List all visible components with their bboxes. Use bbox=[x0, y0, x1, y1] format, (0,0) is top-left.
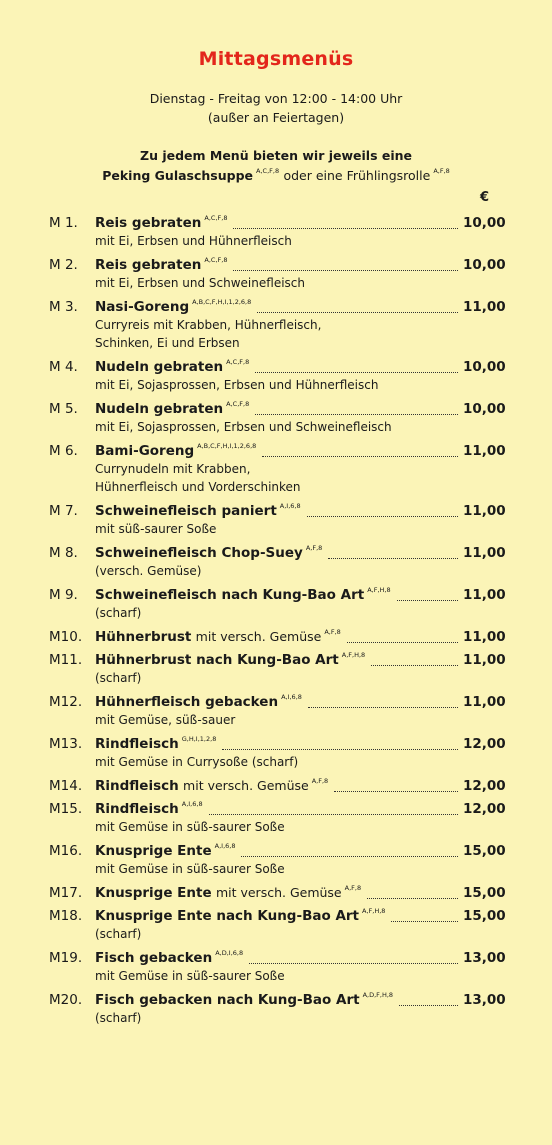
soup-allergens: A,C,F,8 bbox=[256, 167, 280, 175]
menu-item bbox=[0, 733, 552, 771]
menu-item bbox=[0, 254, 552, 292]
menu-item-number: M10. bbox=[49, 629, 83, 645]
menu-item-number: M 1. bbox=[49, 215, 78, 231]
menu-item-price: 12,00 bbox=[463, 736, 506, 752]
description-line: (scharf) bbox=[95, 1011, 142, 1025]
menu-item-row bbox=[0, 947, 552, 969]
menu-item-row bbox=[0, 254, 552, 276]
dotted-leader bbox=[397, 600, 458, 601]
menu-item bbox=[0, 947, 552, 985]
menu-item-description bbox=[0, 460, 552, 496]
dotted-leader bbox=[241, 856, 458, 857]
menu-item-price: 11,00 bbox=[463, 443, 506, 459]
menu-item bbox=[0, 542, 552, 580]
description-line: mit Gemüse in süß-saurer Soße bbox=[95, 820, 285, 834]
menu-item-name: Nudeln gebraten bbox=[95, 401, 224, 417]
menu-item-allergens: A,I,6,8 bbox=[181, 800, 203, 808]
dotted-leader bbox=[255, 414, 458, 415]
description-line: (scharf) bbox=[95, 671, 142, 685]
menu-list bbox=[0, 212, 552, 1031]
menu-item bbox=[0, 798, 552, 836]
menu-item-description bbox=[0, 418, 552, 436]
menu-item-description bbox=[0, 604, 552, 622]
menu-item-allergens: A,F,8 bbox=[344, 884, 362, 892]
menu-item-name: Knusprige Ente bbox=[95, 843, 212, 859]
dotted-leader bbox=[347, 642, 458, 643]
menu-item-allergens: A,B,C,F,H,I,1,2,6,8 bbox=[197, 442, 257, 450]
menu-item-title bbox=[95, 299, 255, 315]
menu-item-title bbox=[95, 545, 326, 561]
menu-item-price: 13,00 bbox=[463, 950, 506, 966]
intro-line-1: Zu jedem Menü bieten wir jeweils eine bbox=[140, 148, 412, 163]
menu-item-number: M 7. bbox=[49, 503, 78, 519]
menu-item-title bbox=[95, 401, 253, 417]
description-line: mit Gemüse in süß-saurer Soße bbox=[95, 969, 285, 983]
menu-item bbox=[0, 296, 552, 352]
menu-item-price: 15,00 bbox=[463, 908, 506, 924]
menu-item-description bbox=[0, 316, 552, 352]
menu-item-row bbox=[0, 542, 552, 564]
menu-item-description bbox=[0, 925, 552, 943]
dotted-leader bbox=[367, 898, 458, 899]
dotted-leader bbox=[249, 963, 458, 964]
menu-item-description bbox=[0, 1009, 552, 1027]
menu-item-row bbox=[0, 882, 552, 904]
menu-item-number: M 6. bbox=[49, 443, 78, 459]
dotted-leader bbox=[307, 516, 458, 517]
menu-item-title bbox=[95, 257, 231, 273]
dotted-leader bbox=[328, 558, 458, 559]
menu-item-name: Reis gebraten bbox=[95, 215, 202, 231]
menu-item-name: Schweinefleisch nach Kung-Bao Art bbox=[95, 587, 365, 603]
menu-item-description bbox=[0, 669, 552, 687]
description-line: mit Ei, Sojasprossen, Erbsen und Schweinefleisch bbox=[95, 420, 392, 434]
menu-item-number: M12. bbox=[49, 694, 83, 710]
menu-item-number: M 5. bbox=[49, 401, 78, 417]
menu-item-row bbox=[0, 691, 552, 713]
menu-item-name: Bami-Goreng bbox=[95, 443, 195, 459]
dotted-leader bbox=[334, 791, 458, 792]
menu-item-title bbox=[95, 215, 231, 231]
menu-item-name: Rindfleisch bbox=[95, 778, 179, 794]
spring-roll-allergens: A,F,8 bbox=[433, 167, 450, 175]
menu-item bbox=[0, 584, 552, 622]
menu-item bbox=[0, 905, 552, 943]
opening-hours bbox=[0, 89, 552, 127]
menu-item-row bbox=[0, 398, 552, 420]
menu-item-price: 15,00 bbox=[463, 885, 506, 901]
menu-item-row bbox=[0, 905, 552, 927]
menu-item-name: Rindfleisch bbox=[95, 736, 179, 752]
menu-item-title bbox=[95, 443, 260, 459]
description-line: (scharf) bbox=[95, 606, 142, 620]
menu-item-allergens: A,B,C,F,H,I,1,2,6,8 bbox=[192, 298, 252, 306]
menu-item-title bbox=[95, 694, 306, 710]
menu-item-name: Fisch gebacken nach Kung-Bao Art bbox=[95, 992, 360, 1008]
menu-item-number: M18. bbox=[49, 908, 83, 924]
dotted-leader bbox=[391, 921, 458, 922]
menu-item-allergens: A,F,8 bbox=[311, 777, 329, 785]
description-line: mit süß-saurer Soße bbox=[95, 522, 217, 536]
menu-item-number: M16. bbox=[49, 843, 83, 859]
dotted-leader bbox=[262, 456, 458, 457]
soup-name: Peking Gulaschsuppe bbox=[102, 168, 254, 183]
menu-item bbox=[0, 626, 552, 648]
dotted-leader bbox=[209, 814, 458, 815]
intro-connector: oder eine Frühlingsrolle bbox=[283, 168, 431, 183]
menu-item bbox=[0, 691, 552, 729]
description-line: mit Gemüse, süß-sauer bbox=[95, 713, 236, 727]
dotted-leader bbox=[257, 312, 458, 313]
menu-item bbox=[0, 775, 552, 797]
menu-item bbox=[0, 840, 552, 878]
menu-item bbox=[0, 212, 552, 250]
dotted-leader bbox=[222, 749, 458, 750]
menu-item-name: Knusprige Ente bbox=[95, 885, 212, 901]
menu-item-number: M20. bbox=[49, 992, 83, 1008]
menu-item-row bbox=[0, 649, 552, 671]
menu-item-allergens: G,H,I,1,2,8 bbox=[181, 735, 217, 743]
intro-line-2 bbox=[0, 166, 552, 186]
menu-item-number: M17. bbox=[49, 885, 83, 901]
menu-item-name: Reis gebraten bbox=[95, 257, 202, 273]
menu-item-row bbox=[0, 500, 552, 522]
menu-item bbox=[0, 882, 552, 904]
menu-item-title bbox=[95, 778, 332, 794]
menu-item-description bbox=[0, 376, 552, 394]
menu-item-number: M19. bbox=[49, 950, 83, 966]
menu-item-price: 11,00 bbox=[463, 545, 506, 561]
menu-item-name: Nudeln gebraten bbox=[95, 359, 224, 375]
menu-item-price: 12,00 bbox=[463, 778, 506, 794]
description-line: (versch. Gemüse) bbox=[95, 564, 202, 578]
menu-item-price: 10,00 bbox=[463, 215, 506, 231]
menu-item-allergens: A,C,F,8 bbox=[226, 358, 250, 366]
menu-item-description bbox=[0, 860, 552, 878]
menu-item-number: M 3. bbox=[49, 299, 78, 315]
menu-item-name: Knusprige Ente nach Kung-Bao Art bbox=[95, 908, 360, 924]
menu-item-price: 10,00 bbox=[463, 257, 506, 273]
menu-item-number: M15. bbox=[49, 801, 83, 817]
menu-item-name: Fisch gebacken bbox=[95, 950, 213, 966]
menu-item-allergens: A,D,F,H,8 bbox=[362, 991, 394, 999]
menu-item-row bbox=[0, 989, 552, 1011]
menu-item-allergens: A,I,6,8 bbox=[214, 842, 236, 850]
menu-item-price: 11,00 bbox=[463, 652, 506, 668]
menu-item-number: M14. bbox=[49, 778, 83, 794]
menu-item-allergens: A,F,8 bbox=[324, 628, 341, 636]
menu-item bbox=[0, 356, 552, 394]
menu-item-price: 11,00 bbox=[463, 694, 506, 710]
menu-item-name: Hühnerfleisch gebacken bbox=[95, 694, 279, 710]
menu-item-title bbox=[95, 736, 220, 752]
menu-item-allergens: A,I,6,8 bbox=[279, 502, 301, 510]
dotted-leader bbox=[399, 1005, 458, 1006]
menu-item-description bbox=[0, 967, 552, 985]
menu-item-title bbox=[95, 359, 253, 375]
dotted-leader bbox=[255, 372, 458, 373]
dotted-leader bbox=[308, 707, 458, 708]
menu-item-price: 10,00 bbox=[463, 401, 506, 417]
menu-item-description bbox=[0, 274, 552, 292]
menu-item-row bbox=[0, 775, 552, 797]
menu-item-title bbox=[95, 992, 397, 1008]
menu-item-number: M 8. bbox=[49, 545, 78, 561]
description-line: Curryreis mit Krabben, Hühnerfleisch, bbox=[95, 318, 322, 332]
holiday-note: (außer an Feiertagen) bbox=[207, 110, 345, 125]
description-line: (scharf) bbox=[95, 927, 142, 941]
menu-item-price: 11,00 bbox=[463, 299, 506, 315]
menu-item-row bbox=[0, 840, 552, 862]
menu-item-name: Hühnerbrust nach Kung-Bao Art bbox=[95, 652, 339, 668]
menu-item-allergens: A,F,H,8 bbox=[362, 907, 386, 915]
menu-item-title bbox=[95, 503, 305, 519]
page-title: Mittagsmenüs bbox=[198, 48, 354, 70]
menu-item-name: Nasi-Goreng bbox=[95, 299, 190, 315]
menu-item-title bbox=[95, 629, 345, 645]
menu-item-price: 13,00 bbox=[463, 992, 506, 1008]
menu-item-allergens: A,C,F,8 bbox=[204, 256, 228, 264]
dotted-leader bbox=[371, 665, 458, 666]
menu-item-number: M13. bbox=[49, 736, 83, 752]
menu-item-name: Rindfleisch bbox=[95, 801, 179, 817]
menu-item-allergens: A,I,6,8 bbox=[281, 693, 302, 701]
menu-item-row bbox=[0, 440, 552, 462]
menu-item-allergens: A,F,H,8 bbox=[341, 651, 366, 659]
menu-intro bbox=[0, 146, 552, 186]
menu-item-number: M11. bbox=[49, 652, 83, 668]
menu-item-title bbox=[95, 801, 207, 817]
menu-item-title bbox=[95, 843, 239, 859]
menu-item-row bbox=[0, 733, 552, 755]
menu-item-price: 11,00 bbox=[463, 503, 506, 519]
description-line: Schinken, Ei und Erbsen bbox=[95, 336, 240, 350]
menu-item-row bbox=[0, 584, 552, 606]
currency-symbol: € bbox=[480, 190, 490, 205]
menu-item-price: 12,00 bbox=[463, 801, 506, 817]
dotted-leader bbox=[233, 228, 458, 229]
menu-item-description bbox=[0, 753, 552, 771]
description-line: Hühnerfleisch und Vorderschinken bbox=[95, 480, 301, 494]
menu-item-number: M 9. bbox=[49, 587, 78, 603]
menu-item-description bbox=[0, 818, 552, 836]
menu-item-price: 10,00 bbox=[463, 359, 506, 375]
menu-item-price: 15,00 bbox=[463, 843, 506, 859]
description-line: Currynudeln mit Krabben, bbox=[95, 462, 251, 476]
dotted-leader bbox=[233, 270, 458, 271]
menu-item-allergens: A,D,I,6,8 bbox=[215, 949, 244, 957]
menu-item-title bbox=[95, 950, 247, 966]
description-line: mit Gemüse in Currysoße (scharf) bbox=[95, 755, 299, 769]
menu-item-row bbox=[0, 296, 552, 318]
menu-item-allergens: A,F,8 bbox=[305, 544, 323, 552]
opening-hours-line: Dienstag - Freitag von 12:00 - 14:00 Uhr bbox=[149, 91, 403, 106]
menu-item-allergens: A,F,H,8 bbox=[367, 586, 391, 594]
menu-item-title bbox=[95, 652, 369, 668]
menu-item-name: Hühnerbrust bbox=[95, 629, 192, 645]
menu-item-extra: mit versch. Gemüse bbox=[195, 629, 322, 644]
menu-item-title bbox=[95, 885, 365, 901]
menu-item-price: 11,00 bbox=[463, 629, 506, 645]
menu-item bbox=[0, 500, 552, 538]
menu-item-row bbox=[0, 798, 552, 820]
menu-item-extra: mit versch. Gemüse bbox=[215, 885, 342, 900]
description-line: mit Ei, Erbsen und Schweinefleisch bbox=[95, 276, 305, 290]
menu-item-extra: mit versch. Gemüse bbox=[183, 778, 309, 793]
description-line: mit Ei, Sojasprossen, Erbsen und Hühnerfleisch bbox=[95, 378, 379, 392]
menu-item bbox=[0, 440, 552, 496]
menu-item bbox=[0, 398, 552, 436]
menu-item-row bbox=[0, 356, 552, 378]
menu-item-name: Schweinefleisch paniert bbox=[95, 503, 277, 519]
menu-item-allergens: A,C,F,8 bbox=[204, 214, 228, 222]
menu-item-number: M 4. bbox=[49, 359, 78, 375]
menu-item-description bbox=[0, 711, 552, 729]
menu-item-title bbox=[95, 587, 395, 603]
menu-item-name: Schweinefleisch Chop-Suey bbox=[95, 545, 303, 561]
description-line: mit Gemüse in süß-saurer Soße bbox=[95, 862, 285, 876]
menu-item bbox=[0, 649, 552, 687]
menu-item bbox=[0, 989, 552, 1027]
menu-item-row bbox=[0, 212, 552, 234]
menu-item-row bbox=[0, 626, 552, 648]
menu-item-price: 11,00 bbox=[463, 587, 506, 603]
description-line: mit Ei, Erbsen und Hühnerfleisch bbox=[95, 234, 292, 248]
menu-item-allergens: A,C,F,8 bbox=[226, 400, 250, 408]
menu-item-title bbox=[95, 908, 389, 924]
menu-item-description bbox=[0, 562, 552, 580]
menu-item-description bbox=[0, 232, 552, 250]
menu-item-description bbox=[0, 520, 552, 538]
menu-item-number: M 2. bbox=[49, 257, 78, 273]
